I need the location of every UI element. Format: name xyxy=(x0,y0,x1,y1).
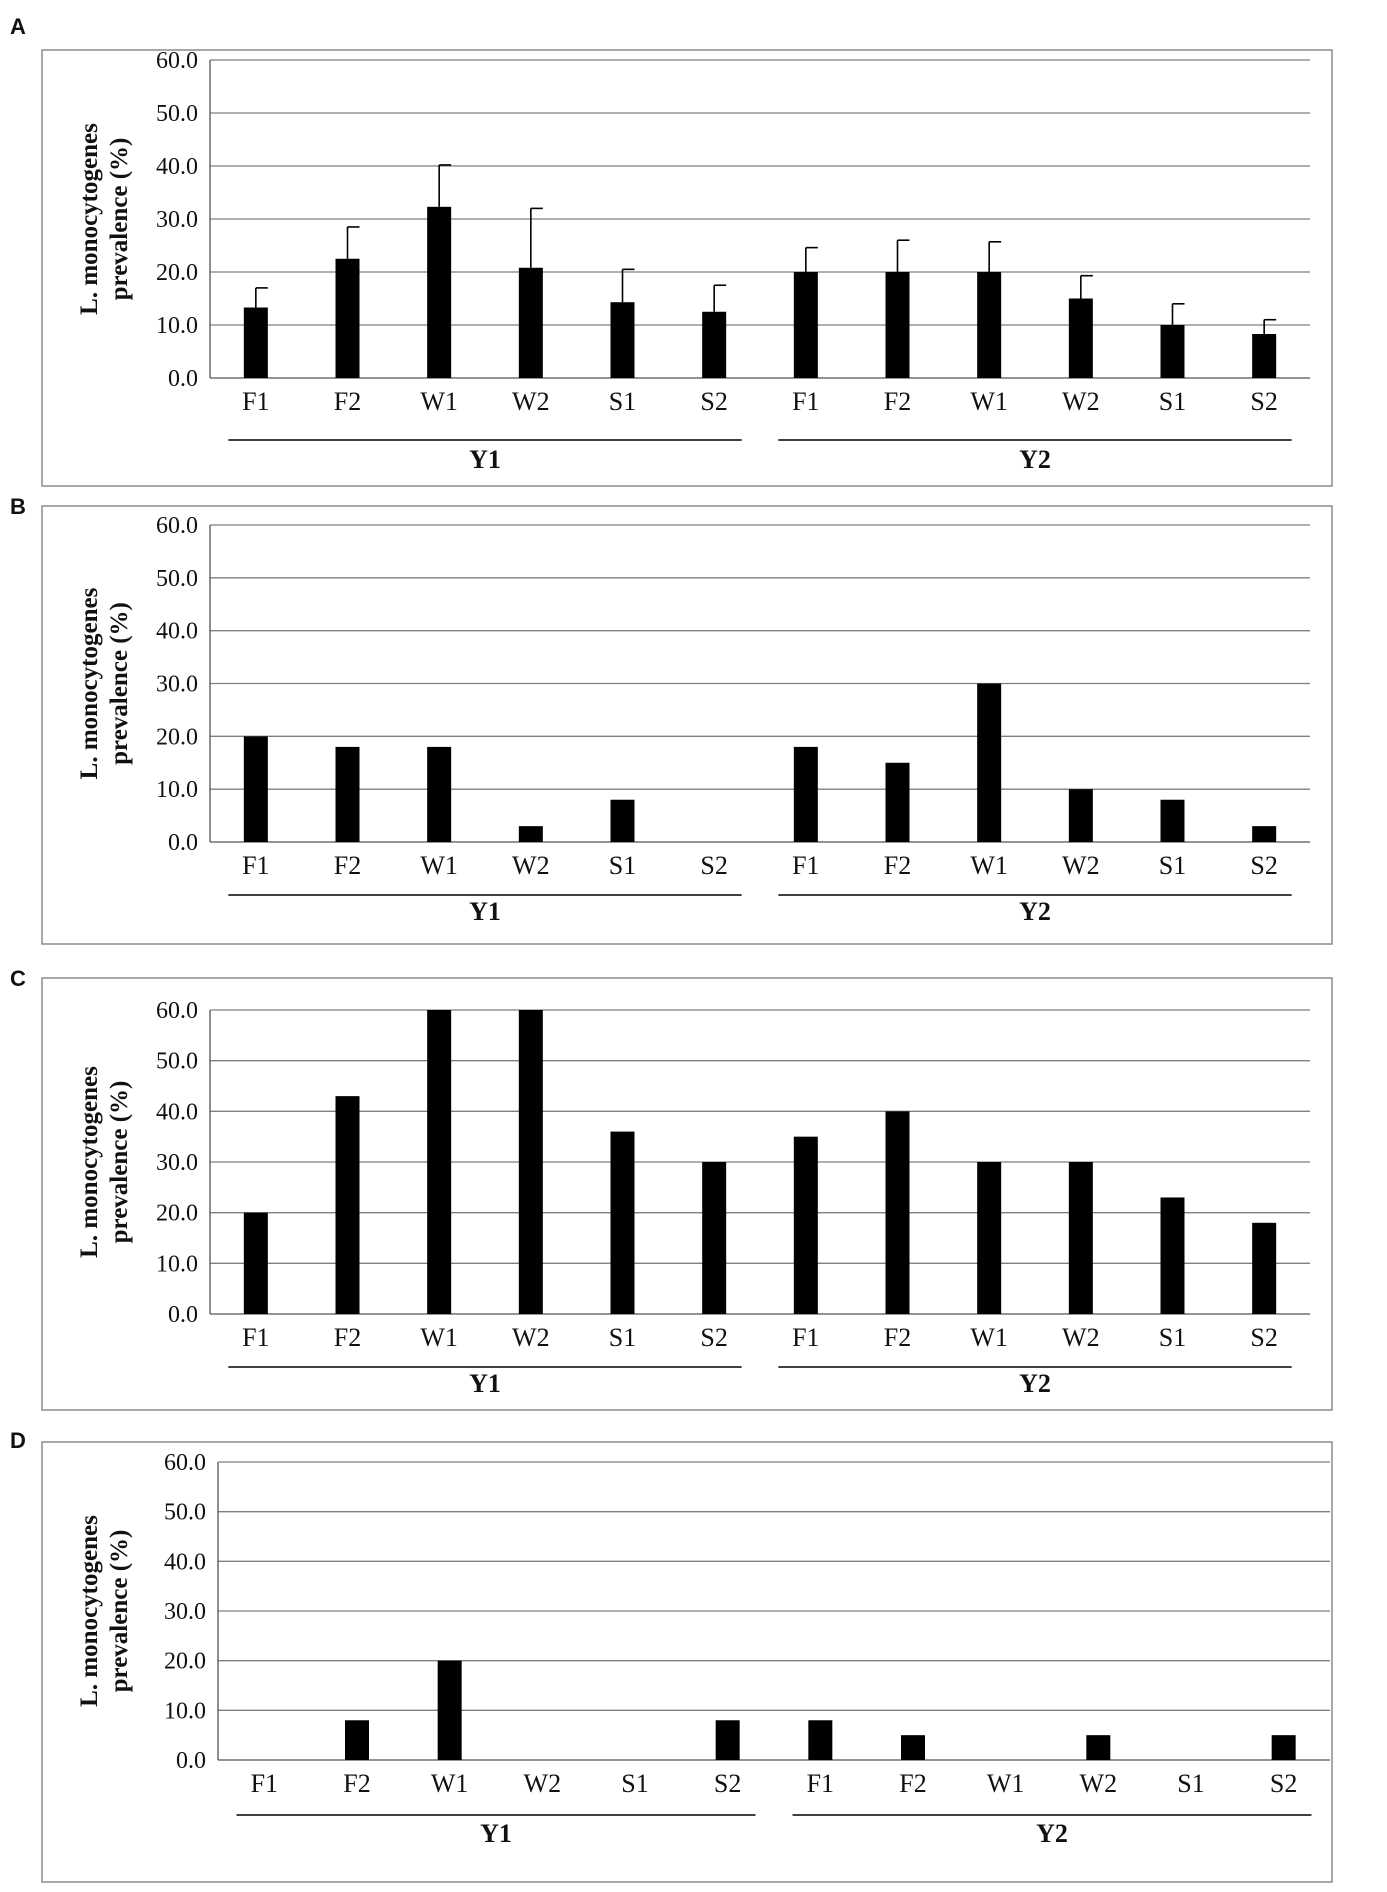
panel-b-category-label: F1 xyxy=(792,851,820,880)
panel-b-category-label: S2 xyxy=(700,851,728,880)
panel-d-category-label: W1 xyxy=(986,1769,1025,1798)
panel-d-group-label-2: Y2 xyxy=(1036,1819,1068,1848)
panel-a-category-label: W2 xyxy=(1062,387,1100,416)
panel-b-ytick-label: 0.0 xyxy=(168,830,198,856)
panel-a-category-label: W1 xyxy=(970,387,1008,416)
panel-b-ytick-label: 20.0 xyxy=(156,724,198,751)
panel-c-ytick-label: 40.0 xyxy=(156,1099,198,1126)
panel-b-category-label: F2 xyxy=(883,851,912,880)
panel-c-bar-12 xyxy=(1252,1223,1276,1314)
panel-b-bar-1 xyxy=(244,736,268,842)
panel-c-bar-1 xyxy=(244,1213,268,1314)
panel-b-group-label-2: Y2 xyxy=(1019,897,1051,926)
panel-c-category-label: S2 xyxy=(700,1323,728,1352)
panel-b-bar-11 xyxy=(1161,800,1185,842)
panel-a-bar-8 xyxy=(886,272,910,378)
panel-b-category-label: F2 xyxy=(333,851,362,880)
panel-d-category-label: F1 xyxy=(250,1769,279,1798)
panel-d-ytick-label: 30.0 xyxy=(164,1599,206,1625)
panel-c-ytick-label: 20.0 xyxy=(156,1200,198,1227)
panel-c-ylabel-line2: prevalence (%) xyxy=(106,1080,133,1244)
panel-b-bar-10 xyxy=(1069,789,1093,842)
panel-c-category-label: F2 xyxy=(333,1323,362,1352)
panel-b-group-label-1: Y1 xyxy=(469,897,501,926)
panel-b-category-label: S2 xyxy=(1250,851,1278,880)
panel-c-ytick-label: 0.0 xyxy=(168,1302,198,1328)
panel-a-bar-5 xyxy=(611,302,635,378)
panel-a-frame xyxy=(42,50,1332,486)
panel-a-category-label: W1 xyxy=(420,387,458,416)
panel-b-ylabel-line2: prevalence (%) xyxy=(106,602,133,765)
panel-c-ytick-label: 50.0 xyxy=(156,1048,198,1075)
panel-a-bar-2 xyxy=(336,259,360,378)
panel-c-group-label-2: Y2 xyxy=(1019,1369,1051,1398)
panel-a-bar-7 xyxy=(794,272,818,378)
panel-d-category-label: S1 xyxy=(621,1769,649,1798)
panel-b-bar-2 xyxy=(336,747,360,842)
panel-c-ytick-label: 10.0 xyxy=(156,1251,198,1278)
panel-a-ylabel-line2: prevalence (%) xyxy=(106,137,133,301)
panel-c-frame xyxy=(42,978,1332,1410)
panel-d-bar-7 xyxy=(808,1720,832,1760)
panel-c-category-label: W1 xyxy=(970,1323,1008,1352)
panel-d-bar-6 xyxy=(716,1720,740,1760)
panel-d-ytick-label: 60.0 xyxy=(164,1450,206,1476)
panel-b-bar-4 xyxy=(519,826,543,842)
panel-b-bar-8 xyxy=(886,763,910,842)
panel-b-bar-7 xyxy=(794,747,818,842)
panel-a-category-label: F1 xyxy=(242,387,270,416)
panel-d-category-label: F2 xyxy=(899,1769,927,1798)
panel-letter-b: B xyxy=(10,494,26,519)
panel-b-category-label: S1 xyxy=(1158,851,1187,880)
panel-d-frame xyxy=(42,1442,1332,1882)
panel-d-ytick-label: 50.0 xyxy=(164,1499,206,1526)
panel-c-category-label: F2 xyxy=(883,1323,912,1352)
panel-c-bar-4 xyxy=(519,1010,543,1314)
panel-a-ytick-label: 20.0 xyxy=(156,260,198,286)
panel-a-bar-9 xyxy=(977,272,1001,378)
panel-c-bar-10 xyxy=(1069,1162,1093,1314)
panel-c-bar-9 xyxy=(977,1162,1001,1314)
panel-a-category-label: S2 xyxy=(1250,387,1278,416)
panel-d-ytick-label: 40.0 xyxy=(164,1549,206,1576)
panel-c-ytick-label: 60.0 xyxy=(156,998,198,1024)
panel-d-bar-8 xyxy=(901,1735,925,1760)
panel-c-category-label: W2 xyxy=(512,1323,550,1352)
panel-c-bar-11 xyxy=(1161,1197,1185,1314)
panel-d-group-label-1: Y1 xyxy=(480,1819,512,1848)
panel-b-ytick-label: 40.0 xyxy=(156,618,198,645)
panel-letter-d: D xyxy=(10,1428,26,1453)
panel-a-bar-10 xyxy=(1069,299,1093,379)
panel-a-bar-12 xyxy=(1252,334,1276,378)
panel-c-group-label-1: Y1 xyxy=(469,1369,501,1398)
panel-a-category-label: F1 xyxy=(792,387,820,416)
panel-c-bar-8 xyxy=(886,1111,910,1314)
panel-d-ylabel-line1: L. monocytogenes xyxy=(76,1515,103,1707)
panel-letter-c: C xyxy=(10,966,26,991)
panel-a-ytick-label: 40.0 xyxy=(156,154,198,180)
panel-b-ytick-label: 50.0 xyxy=(156,565,198,592)
panel-b-ylabel-line1: L. monocytogenes xyxy=(76,587,103,780)
panel-a-bar-6 xyxy=(702,312,726,378)
panel-a-ytick-label: 30.0 xyxy=(156,207,198,233)
panel-d-category-label: F1 xyxy=(806,1769,835,1798)
panel-b-bar-5 xyxy=(611,800,635,842)
panel-d-bar-2 xyxy=(345,1720,369,1760)
panel-c-bar-6 xyxy=(702,1162,726,1314)
panel-d-category-label: W2 xyxy=(523,1769,562,1798)
panel-a-category-label: W2 xyxy=(512,387,550,416)
panel-a-category-label: F2 xyxy=(333,387,362,416)
panel-a-ytick-label: 60.0 xyxy=(156,48,198,74)
panel-a-bar-4 xyxy=(519,268,543,378)
panel-d-ytick-label: 20.0 xyxy=(164,1648,206,1675)
panel-d-category-label: S2 xyxy=(1269,1769,1298,1798)
panel-a-ylabel-line1: L. monocytogenes xyxy=(76,123,103,315)
panel-b-bar-3 xyxy=(427,747,451,842)
panel-b-category-label: W1 xyxy=(420,851,458,880)
panel-a-ytick-label: 10.0 xyxy=(156,313,198,339)
panel-a-category-label: S1 xyxy=(1158,387,1187,416)
panel-d-ytick-label: 0.0 xyxy=(176,1748,206,1774)
panel-d-category-label: W1 xyxy=(430,1769,469,1798)
panel-b-bar-9 xyxy=(977,684,1001,843)
panel-a-bar-11 xyxy=(1161,325,1185,378)
panel-a-ytick-label: 50.0 xyxy=(156,101,198,127)
panel-d-bar-10 xyxy=(1086,1735,1110,1760)
panel-d-category-label: S1 xyxy=(1177,1769,1205,1798)
panel-d-category-label: W2 xyxy=(1079,1769,1118,1798)
panel-a-bar-3 xyxy=(427,207,451,378)
panel-c-bar-5 xyxy=(611,1132,635,1314)
panel-c-category-label: F1 xyxy=(242,1323,270,1352)
panel-b-category-label: W2 xyxy=(512,851,550,880)
panel-b-ytick-label: 10.0 xyxy=(156,777,198,804)
panel-c-category-label: W1 xyxy=(420,1323,458,1352)
panel-c-category-label: S1 xyxy=(608,1323,637,1352)
panel-c-category-label: S1 xyxy=(1158,1323,1187,1352)
panel-a-category-label: F2 xyxy=(883,387,912,416)
panel-b-ytick-label: 30.0 xyxy=(156,671,198,698)
panel-b-bar-12 xyxy=(1252,826,1276,842)
panel-d-category-label: S2 xyxy=(713,1769,742,1798)
panel-b-category-label: S1 xyxy=(608,851,637,880)
panel-d-bar-3 xyxy=(438,1661,462,1760)
panel-a-bar-1 xyxy=(244,308,268,378)
panel-b-category-label: W2 xyxy=(1062,851,1100,880)
panel-d-category-label: F2 xyxy=(343,1769,371,1798)
panel-a-category-label: S1 xyxy=(608,387,637,416)
panel-letter-a: A xyxy=(10,14,26,39)
panel-a-category-label: S2 xyxy=(700,387,728,416)
panel-b-category-label: W1 xyxy=(970,851,1008,880)
panel-c-bar-7 xyxy=(794,1137,818,1314)
panel-a-ytick-label: 0.0 xyxy=(168,366,198,392)
panel-c-bar-3 xyxy=(427,1010,451,1314)
panel-d-bar-12 xyxy=(1272,1735,1296,1760)
panel-c-ylabel-line1: L. monocytogenes xyxy=(76,1066,103,1258)
panel-c-category-label: F1 xyxy=(792,1323,820,1352)
panel-b-ytick-label: 60.0 xyxy=(156,513,198,539)
panel-c-ytick-label: 30.0 xyxy=(156,1150,198,1176)
panel-d-ylabel-line2: prevalence (%) xyxy=(106,1529,133,1693)
panel-b-category-label: F1 xyxy=(242,851,270,880)
panel-c-category-label: W2 xyxy=(1062,1323,1100,1352)
panel-b-frame xyxy=(42,506,1332,944)
panel-a-group-label-1: Y1 xyxy=(469,445,501,474)
panel-c-bar-2 xyxy=(336,1096,360,1314)
panel-c-category-label: S2 xyxy=(1250,1323,1278,1352)
panel-d-ytick-label: 10.0 xyxy=(164,1698,206,1725)
panel-a-group-label-2: Y2 xyxy=(1019,445,1051,474)
